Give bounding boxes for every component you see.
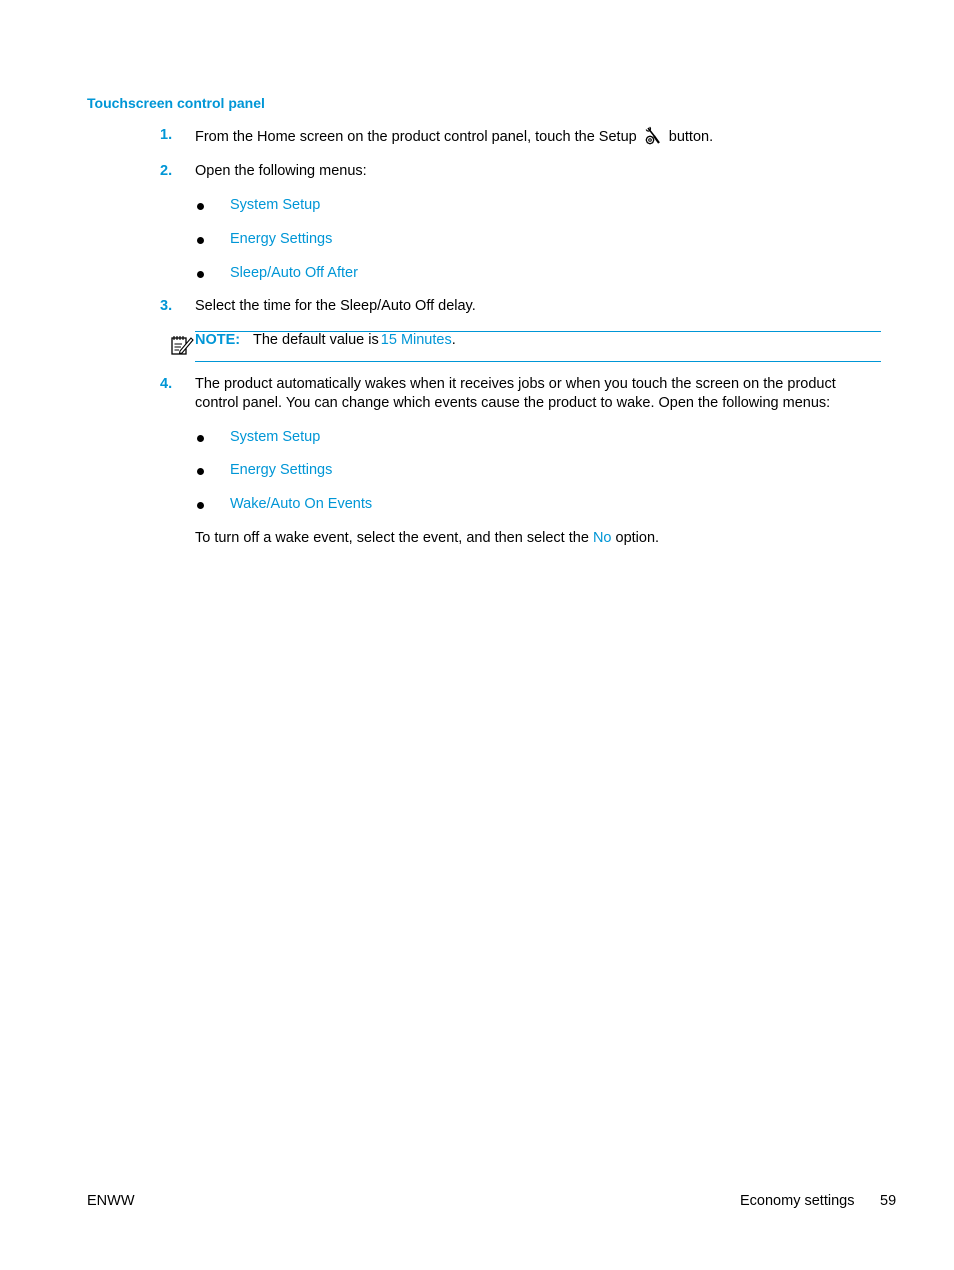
step-3-text: Select the time for the Sleep/Auto Off delay. <box>195 298 476 314</box>
step-1-text-before: From the Home screen on the product control panel, touch the Setup <box>195 129 637 145</box>
step-3-number: 3. <box>160 298 173 314</box>
bullet-icon <box>197 237 204 244</box>
note-pad-icon <box>170 333 194 357</box>
followup-text-before: To turn off a wake event, select the event, and then select the <box>195 530 589 546</box>
menu-link-system-setup[interactable]: System Setup <box>230 197 321 213</box>
option-link-no[interactable]: No <box>592 530 612 546</box>
section-heading: Touchscreen control panel <box>87 95 265 111</box>
step-2-number: 2. <box>160 163 173 179</box>
step-2-text: Open the following menus: <box>195 163 367 179</box>
step-1-text <box>195 126 713 147</box>
footer-page-number: 59 <box>880 1193 897 1209</box>
menu-link-system-setup-2[interactable]: System Setup <box>230 429 321 445</box>
footer-left: ENWW <box>87 1193 135 1209</box>
setup-wrench-gear-icon <box>643 126 663 146</box>
note-text <box>253 331 456 350</box>
menu-link-energy-settings[interactable]: Energy Settings <box>230 231 333 247</box>
bullet-icon <box>197 435 204 442</box>
note-link-15-minutes[interactable]: 15 Minutes <box>380 332 452 348</box>
step-1-text-after: button. <box>668 129 714 145</box>
step-4-text: The product automatically wakes when it receives jobs or when you touch the screen on the product control panel. You can change which events cause the product to wake. Open the following menus: <box>195 376 836 411</box>
footer-section: Economy settings <box>740 1193 855 1209</box>
bullet-icon <box>197 502 204 509</box>
note-text-before: The default value is <box>253 332 379 348</box>
step-4-number: 4. <box>160 376 173 392</box>
bullet-icon <box>197 468 204 475</box>
note-bottom-rule <box>195 361 881 362</box>
menu-link-wake-auto-on-events[interactable]: Wake/Auto On Events <box>230 496 373 512</box>
step-4-followup <box>195 529 659 548</box>
note-text-after: . <box>451 332 456 348</box>
bullet-icon <box>197 203 204 210</box>
note-label: NOTE: <box>195 332 241 348</box>
menu-link-sleep-auto-off-after[interactable]: Sleep/Auto Off After <box>230 265 358 281</box>
followup-text-after: option. <box>615 530 660 546</box>
menu-link-energy-settings-2[interactable]: Energy Settings <box>230 462 333 478</box>
step-1-number: 1. <box>160 127 173 143</box>
bullet-icon <box>197 271 204 278</box>
